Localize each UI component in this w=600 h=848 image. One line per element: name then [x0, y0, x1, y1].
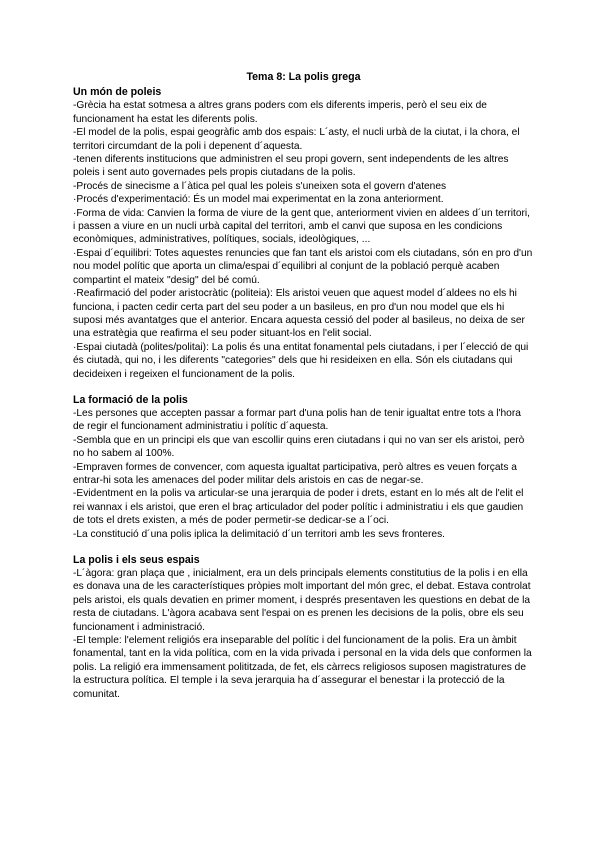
paragraph: ·Reafirmació del poder aristocràtic (politeia): Els aristoi veuen que aquest model d´aldees no els hi funciona, i pacten cedir certa part del seu poder a un basileus, en pro d'un nou model que els hi suposi més avantatges que el anterior. Encara aquesta cessió del poder al basileus, no deixa de ser una estratègia que reafirma el seu poder situant-los en l'elit social.	[73, 288, 525, 340]
section-heading: Un món de poleis	[73, 86, 162, 99]
paragraph: -La constitució d´una polis iplica la delimitació d´un territori amb les sevs fronteres.	[73, 528, 446, 540]
paragraph: ·Espai ciutadà (polites/politai): La polis és una entitat fonamental pels ciutadans, i per l´elecció de qui és ciutadà, qui no, i les diferents "categories" dels que hi resideixen en ella. Són els ciutadans qui decideixen i regeixen el funcionament de la polis.	[73, 341, 529, 380]
section-la-formacio-de-la-polis	[73, 393, 534, 541]
paragraph: -Procés de sinecisme a l´àtica pel qual les poleis s'uneixen sota el govern d'atenes	[73, 180, 447, 192]
paragraph: -Sembla que en un principi els que van escollir quins eren ciutadans i qui no van ser els aristoi, però no ho sabem al 100%.	[73, 434, 525, 460]
paragraph: ·Forma de vida: Canvien la forma de viure de la gent que, anteriorment vivien en aldees d´un territori, i passen a viure en un nucli urbà capital del territori, amb el canvi que suposa en les condicions econòmiques, administratives, polítiques, socials, ideològiques, ...	[73, 207, 530, 246]
paragraph: -Empraven formes de convencer, com aquesta igualtat participativa, però altres es veuen forçats a entrar-hi sota les amenaces del poder militar dels aristois en cas de negar-se.	[73, 461, 517, 486]
document-title: Tema 8: La polis grega	[246, 71, 361, 83]
paragraph: ·Procés d'experimentació: És un model mai experimentat en la zona anteriorment.	[73, 194, 444, 206]
section-la-polis-i-els-seus-espais	[73, 553, 534, 701]
section-heading: La formació de la polis	[73, 393, 188, 406]
paragraph: -Evidentment en la polis va articular-se una jerarquia de poder i drets, estant en lo més alt de l'elit el rei wannax i els aristoi, que eren el braç articulador del poder polític i administratiu i els que gaudien de tots el drets existen, a més de poder permetir-se dedicar-se a l´oci.	[73, 488, 524, 527]
paragraph: ·Espai d´equilibri: Totes aquestes renuncies que fan tant els aristoi com els ciutadans, són en pro d'un nou model polític que aporta un clima/espai d´equilibri al conjunt de la població perquè acaben compartint el mateix "desig" del bé comú.	[73, 247, 533, 286]
paragraph: -L´àgora: gran plaça que , inicialment, era un dels principals elements constitutius de la polis i en ella es donava una de les característiques pròpies molt important del món grec, el debat. Estava controlat pels aristoi, els quals devatien en primer moment, i després presentaven les questions en debat de la resta de ciutadans. L'àgora acabava sent l'espai on es prenen les decisions de la polis, obre els seu funcionament i administració.	[73, 568, 531, 633]
section-un-mon-de-poleis	[73, 85, 534, 381]
paragraph: -tenen diferents institucions que administren el seu propi govern, sent independents de les altres poleis i sent auto governades pels propis ciutadans de la polis.	[73, 154, 509, 179]
document-page	[73, 71, 534, 713]
paragraph: -El model de la polis, espai geogràfic amb dos espais: L´asty, el nucli urbà de la ciutat, i la chora, el territori circumdant de la poli i depenent d´aquesta.	[73, 127, 520, 152]
paragraph: -Grècia ha estat sotmesa a altres grans poders com els diferents imperis, però el seu eix de funcionament ha estat les diferents polis.	[73, 100, 487, 125]
paragraph: -Les persones que accepten passar a formar part d'una polis han de tenir igualtat entre tots a l'hora de regir el funcionament administratiu i polític d´aquesta.	[73, 407, 521, 433]
section-heading: La polis i els seus espais	[73, 554, 200, 566]
paragraph: -El temple: l'element religiós era inseparable del polític i del funcionament de la polis. Era un àmbit fonamental, tant en la vida política, com en la vida privada i personal en la vida dels que conformen la polis. La religió era immensament polititzada, de fet, els càrrecs religiosos suposen magistratures de la estructura política. El temple i la seva jerarquia ha d´assegurar el benestar i la protecció de la comunitat.	[73, 635, 532, 700]
